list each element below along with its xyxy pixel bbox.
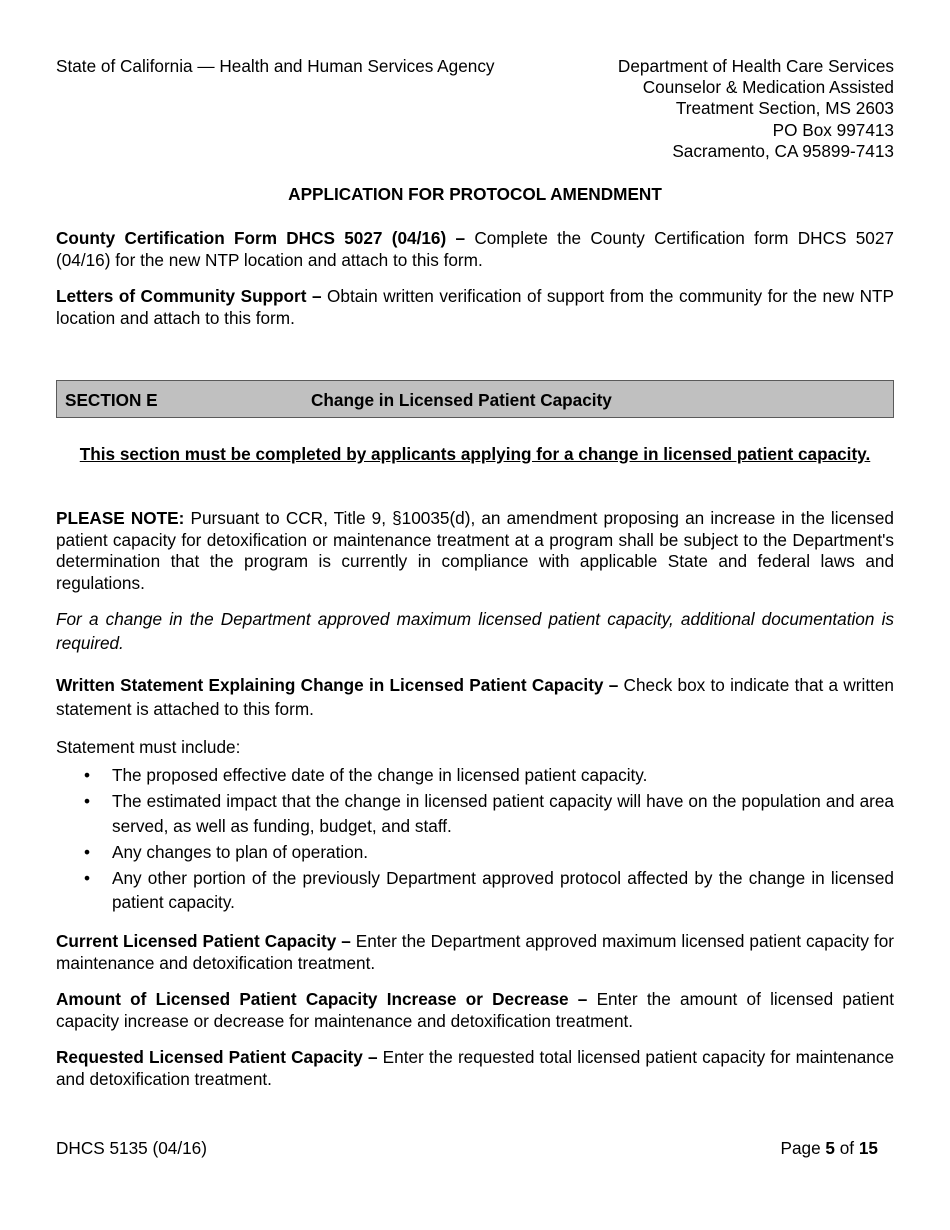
form-id: DHCS 5135 (04/16)	[56, 1138, 207, 1158]
page-word: Page	[780, 1138, 821, 1158]
amount-change-paragraph	[56, 989, 894, 1032]
page-total: 15	[858, 1138, 878, 1158]
page-number	[780, 1138, 878, 1159]
department-line: Sacramento, CA 95899-7413	[672, 140, 894, 161]
bullet-glyph: •	[84, 791, 91, 811]
statement-requirements-list	[56, 763, 894, 916]
list-item	[56, 840, 894, 865]
department-line: Counselor & Medication Assisted	[642, 77, 894, 98]
community-support-text: Obtain written verification of support from the community for the new NTP location and attach to this form.	[56, 286, 894, 328]
section-notice: This section must be completed by applicants applying for a change in licensed patient capacity.	[79, 444, 871, 464]
requested-capacity-label: Requested Licensed Patient Capacity –	[56, 1047, 378, 1067]
list-item	[56, 866, 894, 915]
agency-name: State of California — Health and Human Services Agency	[56, 56, 495, 76]
current-capacity-label: Current Licensed Patient Capacity –	[56, 931, 351, 951]
section-header-bar	[56, 380, 894, 418]
requested-capacity-text: Enter the requested total licensed patient capacity for maintenance and detoxification treatment.	[56, 1047, 895, 1089]
bullet-glyph: •	[84, 867, 91, 888]
written-statement-label: Written Statement Explaining Change in Licensed Patient Capacity –	[56, 675, 619, 695]
bullet-glyph: •	[84, 765, 91, 785]
department-line: Department of Health Care Services	[617, 56, 894, 76]
community-support-paragraph	[56, 286, 894, 329]
document-title: APPLICATION FOR PROTOCOL AMENDMENT	[288, 184, 662, 204]
department-line: Treatment Section, MS 2603	[675, 98, 894, 119]
page-current: 5	[825, 1138, 835, 1158]
list-item	[56, 763, 894, 788]
list-item	[56, 789, 894, 838]
please-note-paragraph	[56, 508, 894, 594]
list-item-text: The proposed effective date of the change in licensed patient capacity.	[112, 765, 648, 785]
page-of: of	[839, 1138, 855, 1158]
italic-note: For a change in the Department approved maximum licensed patient capacity, additional documentation is required.	[56, 609, 894, 653]
department-line: PO Box 997413	[772, 119, 894, 140]
department-address	[618, 56, 894, 162]
community-support-label: Letters of Community Support –	[56, 286, 322, 306]
current-capacity-text: Enter the Department approved maximum licensed patient capacity for maintenance and detoxification treatment.	[56, 931, 894, 973]
written-statement-paragraph	[56, 673, 894, 721]
section-id: SECTION E	[65, 390, 158, 410]
bullet-glyph: •	[84, 841, 91, 862]
county-certification-paragraph	[56, 228, 894, 271]
requested-capacity-paragraph	[56, 1047, 894, 1090]
please-note-text: Pursuant to CCR, Title 9, §10035(d), an amendment proposing an increase in the licensed patient capacity for detoxification or maintenance treatment at a program shall be subject to the Department's determination that the program is currently in compliance with applicable State and federal laws and regulations.	[56, 508, 894, 593]
county-certification-label: County Certification Form DHCS 5027 (04/16) –	[56, 228, 466, 248]
statement-intro: Statement must include:	[56, 737, 241, 757]
list-item-text: Any other portion of the previously Department approved protocol affected by the change in licensed patient capacity.	[112, 867, 894, 912]
list-item-text: The estimated impact that the change in licensed patient capacity will have on the population and area served, as well as funding, budget, and staff.	[112, 791, 894, 836]
amount-change-text: Enter the amount of licensed patient capacity increase or decrease for maintenance and detoxification treatment.	[56, 989, 894, 1031]
please-note-label: PLEASE NOTE:	[56, 508, 185, 528]
section-title: Change in Licensed Patient Capacity	[311, 390, 612, 410]
list-item-text: Any changes to plan of operation.	[112, 841, 369, 862]
current-capacity-paragraph	[56, 931, 894, 974]
amount-change-label: Amount of Licensed Patient Capacity Increase or Decrease –	[56, 989, 588, 1009]
county-certification-text: Complete the County Certification form DHCS 5027 (04/16) for the new NTP location and attach to this form.	[56, 228, 894, 270]
written-statement-text: Check box to indicate that a written statement is attached to this form.	[56, 675, 894, 719]
